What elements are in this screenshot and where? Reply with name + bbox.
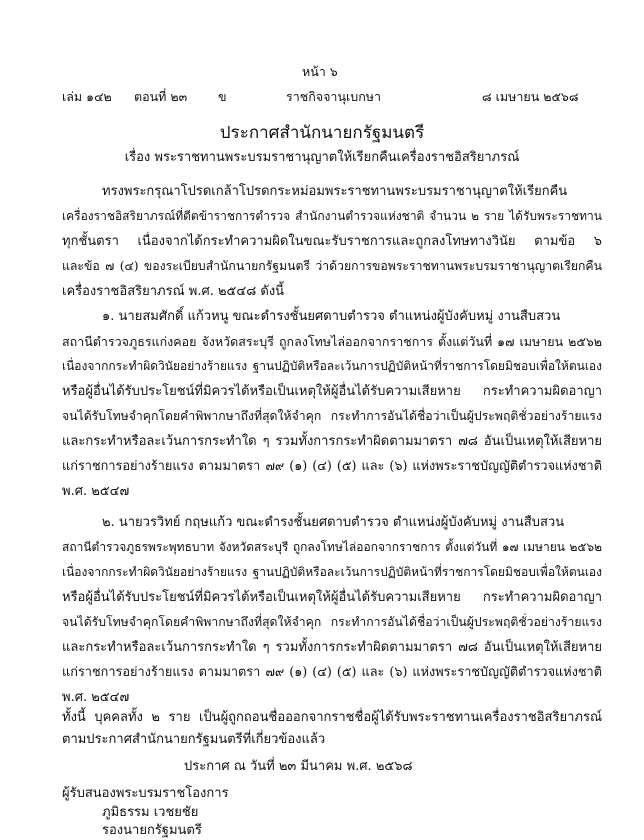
text-line: เนื่องจากกระทำผิดวินัยอย่างร้ายแรง ฐานปฏิบัติหรือละเว้นการปฏิบัติหน้าที่ราชการโดยมิชอบเพื่อให้ตนเอง <box>62 359 602 373</box>
signatory-name: ภูมิธรรม เวชยชัย <box>102 805 199 820</box>
section-label: ข <box>218 89 227 104</box>
text-line: สถานีตำรวจภูธรพระพุทธบาท จังหวัดสระบุรี ถูกลงโทษไล่ออกจากราชการ ตั้งแต่วันที่ ๑๗ เมษายน ๒๕๖๒ <box>62 540 602 554</box>
announcement-title: ประกาศสำนักนายกรัฐมนตรี <box>219 123 425 143</box>
text-line: เครื่องราชอิสริยาภรณ์ พ.ศ. ๒๕๔๘ ดังนี้ <box>62 284 285 299</box>
text-line: สถานีตำรวจภูธรแก่งคอย จังหวัดสระบุรี ถูกลงโทษไล่ออกจากราชการ ตั้งแต่วันที่ ๑๗ เมษายน ๒๕๖๒ <box>62 334 602 349</box>
text-line: ทรงพระกรุณาโปรดเกล้าโปรดกระหม่อมพระราชทานพระบรมราชานุญาตให้เรียกคืน <box>102 184 568 199</box>
text-line: และกระทำหรือละเว้นการกระทำใด ๆ รวมทั้งการกระทำผิดตามมาตรา ๗๘ อันเป็นเหตุให้เสียหาย <box>62 434 602 449</box>
countersign-role: ผู้รับสนองพระบรมราชโองการ <box>62 786 229 801</box>
text-line: ทุกชั้นตรา เนื่องจากได้กระทำความผิดในขณะรับราชการและถูกลงโทษทางวินัย ตามข้อ ๖ <box>62 234 602 249</box>
text-line: และข้อ ๗ (๔) ของระเบียบสำนักนายกรัฐมนตรี ว่าด้วยการขอพระราชทานพระบรมราชานุญาตเรียกคืน <box>62 259 602 273</box>
page-number: หน้า ๖ <box>302 64 338 79</box>
signatory-position: รองนายกรัฐมนตรี <box>102 823 202 838</box>
gazette-date: ๘ เมษายน ๒๕๖๘ <box>482 89 579 104</box>
volume-label: เล่ม ๑๔๒ <box>62 89 112 104</box>
text-line: แก่ราชการอย่างร้ายแรง ตามมาตรา ๗๙ (๑) (๔) (๕) และ (๖) แห่งพระราชบัญญัติตำรวจแห่งชาติ <box>62 665 602 680</box>
text-line: ทั้งนี้ บุคคลทั้ง ๒ ราย เป็นผู้ถูกถอนชื่อออกจากราชชื่อผู้ได้รับพระราชทานเครื่องราชอิสริยาภรณ์ <box>62 710 602 725</box>
text-line: ๒. นายวรวิทย์ กฤษแก้ว ขณะดำรงชั้นยศดาบตำรวจ ตำแหน่งผู้บังคับหมู่ งานสืบสวน <box>102 515 565 530</box>
text-line: หรือผู้อื่นได้รับประโยชน์ที่มิควรได้หรือเป็นเหตุให้ผู้อื่นได้รับความเสียหาย กระทำความผิดอาญา <box>62 590 602 605</box>
text-line: เครื่องราชอิสริยาภรณ์ที่ตีตข้าราชการตำรวจ สำนักงานตำรวจแห่งชาติ จำนวน ๒ ราย ได้รับพระราชทาน <box>62 209 602 223</box>
text-line: พ.ศ. ๒๕๔๗ <box>62 690 130 705</box>
text-line: หรือผู้อื่นได้รับประโยชน์ที่มิควรได้หรือเป็นเหตุให้ผู้อื่นได้รับความเสียหาย กระทำความผิดอาญา <box>62 384 602 399</box>
text-line: พ.ศ. ๒๕๔๗ <box>62 484 130 499</box>
text-line: จนได้รับโทษจำคุกโดยคำพิพากษาถึงที่สุดให้จำคุก กระทำการอันได้ชื่อว่าเป็นผู้ประพฤติชั่วอย่างร้ายแรง <box>62 409 602 423</box>
announcement-subject: เรื่อง พระราชทานพระบรมราชานุญาตให้เรียกคืนเครื่องราชอิสริยาภรณ์ <box>124 150 520 165</box>
announcement-date: ประกาศ ณ วันที่ ๒๓ มีนาคม พ.ศ. ๒๕๖๘ <box>184 759 413 774</box>
text-line: และกระทำหรือละเว้นการกระทำใด ๆ รวมทั้งการกระทำผิดตามมาตรา ๗๘ อันเป็นเหตุให้เสียหาย <box>62 640 602 655</box>
text-line: ๑. นายสมศักดิ์ แก้วหนู ขณะดำรงชั้นยศดาบตำรวจ ตำแหน่งผู้บังคับหมู่ งานสืบสวน <box>102 309 561 324</box>
gazette-name: ราชกิจจานุเบกษา <box>286 89 382 104</box>
text-line: เนื่องจากกระทำผิดวินัยอย่างร้ายแรง ฐานปฏิบัติหรือละเว้นการปฏิบัติหน้าที่ราชการโดยมิชอบเพื่อให้ตนเอง <box>62 565 602 579</box>
text-line: จนได้รับโทษจำคุกโดยคำพิพากษาถึงที่สุดให้จำคุก กระทำการอันได้ชื่อว่าเป็นผู้ประพฤติชั่วอย่างร้ายแรง <box>62 615 602 629</box>
text-line: แก่ราชการอย่างร้ายแรง ตามมาตรา ๗๙ (๑) (๔) (๕) และ (๖) แห่งพระราชบัญญัติตำรวจแห่งชาติ <box>62 459 602 474</box>
issue-label: ตอนที่ ๒๓ <box>134 89 188 104</box>
text-line: ตามประกาศสำนักนายกรัฐมนตรีที่เกี่ยวข้องแล้ว <box>62 732 326 747</box>
